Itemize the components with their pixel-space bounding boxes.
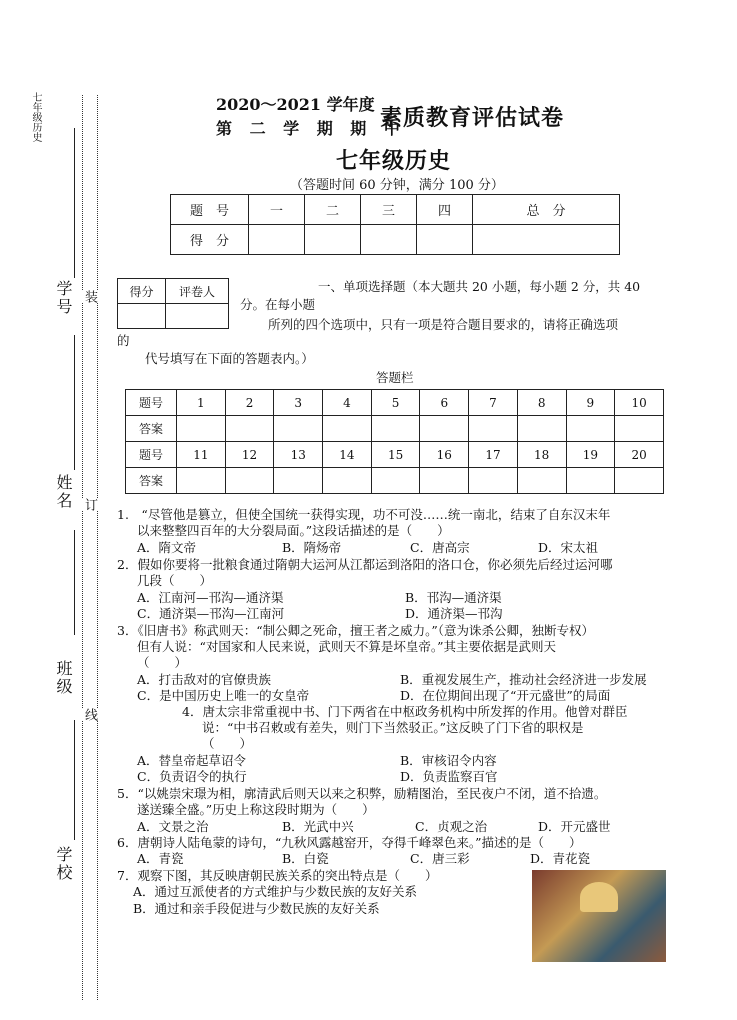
q7-stem-line1: 7．观察下图，其反映唐朝民族关系的突出特点是（ ） [117,868,438,883]
q3-option-b: B．重视发展生产，推动社会经济进一步发展 [400,672,647,687]
exam-subject: 七年级历史 [336,148,452,174]
answer-cell[interactable] [274,468,323,494]
q3-stem-line3: （ ） [137,655,188,670]
grader-score-label: 得分 [118,279,166,304]
q3-option-a: A．打击敌对的官僚贵族 [137,672,272,687]
q6-option-d: D．青花瓷 [530,851,591,866]
score-header-cell: 四 [417,195,473,225]
margin-label-student-id: 学号 [54,280,73,316]
binding-mark-ding: 订 [82,498,97,511]
section1-line3: 所列的四个选项中，只有一项是符合题目要求的，请将正确选项 [268,317,619,332]
answer-cell[interactable] [371,416,420,442]
margin-label-class: 班级 [54,660,73,696]
q7-option-b: B．通过和亲手段促进与少数民族的友好关系 [133,901,380,916]
grader-name-cell[interactable] [166,304,229,329]
margin-line-3 [74,530,75,635]
answer-cell[interactable] [420,468,469,494]
answer-number: 14 [323,442,372,468]
mural-figure [580,882,618,912]
grader-score-cell[interactable] [118,304,166,329]
answer-row-label: 答案 [126,468,177,494]
q5-option-a: A．文景之治 [137,819,209,834]
answer-cell[interactable] [177,468,226,494]
section1-line1: 一、单项选择题（本大题共 20 小题，每小题 2 分，共 40 [318,279,641,294]
q6-stem-line1: 6．唐朝诗人陆龟蒙的诗句，“九秋风露越窑开，夺得千峰翠色来。”描述的是（ ） [117,835,582,850]
answer-cell[interactable] [615,416,664,442]
answer-cell[interactable] [371,468,420,494]
answer-cell[interactable] [274,416,323,442]
section1-line4: 的 [117,333,130,348]
q2-option-a: A．江南河—邗沟—通济渠 [137,590,284,605]
binding-dotted-line [82,95,98,1000]
answer-cell[interactable] [177,416,226,442]
binding-mark-zhuang: 装 [82,290,97,303]
q4-stem-line2: 说：“中书召敕或有差失，则门下当然驳正。”这反映了门下省的职权是 [202,720,584,735]
answer-cell[interactable] [566,416,615,442]
grader-box [117,278,229,329]
header-year: 2020～2021 学年度 [216,95,375,114]
q4-option-d: D．负责监察百官 [400,769,498,784]
answer-cell[interactable] [323,416,372,442]
score-header-cell: 二 [305,195,361,225]
answer-number: 9 [566,390,615,416]
answer-row-label: 题号 [126,390,177,416]
answer-number: 3 [274,390,323,416]
q5-stem-line1: 5．“以姚崇宋璟为相，廓清武后则天以来之积弊，励精图治，至民夜户不闭，道不拾遗。 [117,786,607,801]
margin-label-name: 姓名 [54,474,73,510]
q1-option-d: D．宋太祖 [538,540,599,555]
answer-number: 18 [517,442,566,468]
answer-table [125,389,664,494]
answer-number: 6 [420,390,469,416]
q2-stem-line2: 几段（ ） [137,573,213,588]
answer-cell[interactable] [517,416,566,442]
answer-cell[interactable] [323,468,372,494]
score-cell[interactable] [473,225,620,255]
q4-option-c: C．负责诏令的执行 [137,769,247,784]
q1-stem-line2: 以来整整四百年的大分裂局面。”这段话描述的是（ ） [137,523,450,538]
score-header-cell: 总 分 [473,195,620,225]
score-header-cell: 三 [361,195,417,225]
answer-cell[interactable] [517,468,566,494]
margin-line-1 [74,128,75,278]
grader-name-label: 评卷人 [166,279,229,304]
margin-line-4 [74,720,75,840]
answer-cell[interactable] [420,416,469,442]
q1-option-b: B．隋炀帝 [282,540,342,555]
section1-line2: 分。在每小题 [240,297,316,312]
exam-title: 素质教育评估试卷 [380,105,565,131]
q6-option-c: C．唐三彩 [410,851,470,866]
answer-number: 4 [323,390,372,416]
answer-number: 10 [615,390,664,416]
q2-stem-line1: 2．假如你要将一批粮食通过隋朝大运河从江都运到洛阳的洛口仓，你必须先后经过运河哪 [117,557,613,572]
answer-number: 11 [177,442,226,468]
answer-number: 7 [469,390,518,416]
q3-stem-line2: 但有人说：“对国家和人民来说，武则天不算是坏皇帝。”其主要依据是武则天 [137,639,557,654]
q7-option-a: A．通过互派使者的方式维护与少数民族的友好关系 [133,884,418,899]
q5-option-c: C．贞观之治 [415,819,488,834]
answer-cell[interactable] [566,468,615,494]
q5-stem-line2: 遂送臻全盛。”历史上称这段时期为（ ） [137,802,375,817]
score-header-cell: 一 [249,195,305,225]
section1-line5: 代号填写在下面的答题表内。） [145,351,314,366]
margin-line-2 [74,335,75,470]
q4-option-a: A．替皇帝起草诏令 [137,753,247,768]
score-cell[interactable] [305,225,361,255]
answer-cell[interactable] [615,468,664,494]
score-cell[interactable] [249,225,305,255]
answer-table-caption: 答题栏 [376,370,414,385]
exam-time-note: （答题时间 60 分钟，满分 100 分） [290,178,504,193]
margin-label-school: 学校 [54,846,73,882]
score-table [170,194,620,255]
q2-option-b: B．邗沟—通济渠 [405,590,502,605]
answer-cell[interactable] [225,468,274,494]
answer-cell[interactable] [225,416,274,442]
q1-option-a: A．隋文帝 [137,540,197,555]
answer-number: 15 [371,442,420,468]
answer-number: 1 [177,390,226,416]
answer-row-label: 题号 [126,442,177,468]
q5-option-b: B．光武中兴 [282,819,354,834]
answer-number: 5 [371,390,420,416]
answer-number: 20 [615,442,664,468]
answer-number: 16 [420,442,469,468]
q4-option-b: B．审核诏令内容 [400,753,497,768]
answer-row-label: 答案 [126,416,177,442]
tang-mural-image [532,870,666,962]
q6-option-a: A．青瓷 [137,851,184,866]
answer-number: 13 [274,442,323,468]
q1-option-c: C．唐高宗 [410,540,470,555]
q2-option-c: C．通济渠—邗沟—江南河 [137,606,285,621]
answer-number: 8 [517,390,566,416]
q3-option-c: C．是中国历史上唯一的女皇帝 [137,688,310,703]
q5-option-d: D．开元盛世 [538,819,611,834]
q4-stem-line1: 4．唐太宗非常重视中书、门下两省在中枢政务机构中所发挥的作用。他曾对群臣 [182,704,628,719]
q1-stem-line1: 1. “尽管他是篡立，但使全国统一获得实现，功不可没……统一南北，结束了自东汉末年 [117,507,611,522]
score-cell[interactable] [361,225,417,255]
q4-stem-line3: （ ） [202,736,253,751]
header-term: 第 二 学 期 期 中 [216,119,406,138]
side-subject-title: 七年级历史 [30,92,41,142]
binding-mark-xian: 线 [82,708,97,721]
answer-number: 17 [469,442,518,468]
answer-cell[interactable] [469,468,518,494]
q6-option-b: B．白瓷 [282,851,329,866]
score-row-label: 得 分 [171,225,249,255]
answer-number: 2 [225,390,274,416]
score-header-cell: 题 号 [171,195,249,225]
answer-number: 12 [225,442,274,468]
q2-option-d: D．通济渠—邗沟 [405,606,503,621]
score-cell[interactable] [417,225,473,255]
answer-cell[interactable] [469,416,518,442]
answer-number: 19 [566,442,615,468]
q3-stem-line1: 3．《旧唐书》称武则天：“制公卿之死命，擅王者之威力。”（意为诛杀公卿，独断专权） [117,623,594,638]
q3-option-d: D．在位期间出现了“开元盛世”的局面 [400,688,611,703]
